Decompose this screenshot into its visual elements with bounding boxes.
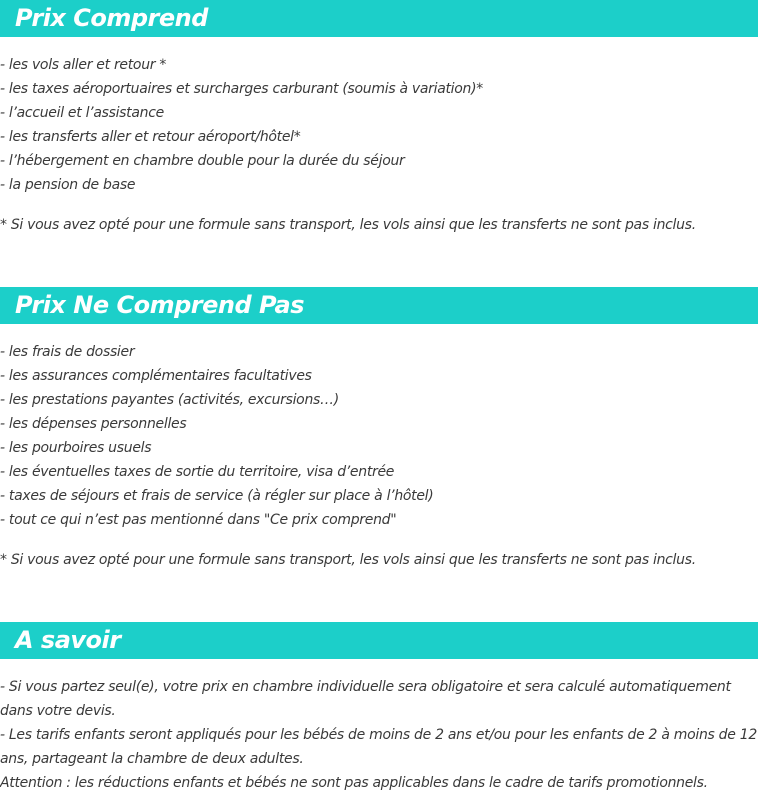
excluded-list xyxy=(0,340,433,532)
section-header-a-savoir xyxy=(0,622,758,659)
section-title: A savoir xyxy=(15,626,121,654)
list-item: - taxes de séjours et frais de service (à régler sur place à l’hôtel) xyxy=(0,488,434,504)
section-header-prix-comprend xyxy=(0,0,758,37)
footnote: * Si vous avez opté pour une formule sans transport, les vols ainsi que les transferts ne sont pas inclus. xyxy=(0,552,696,568)
list-item: - la pension de base xyxy=(0,177,136,193)
list-item: - les prestations payantes (activités, excursions…) xyxy=(0,392,339,408)
footnote: * Si vous avez opté pour une formule sans transport, les vols ainsi que les transferts ne sont pas inclus. xyxy=(0,217,696,233)
included-list xyxy=(0,53,483,197)
section-title: Prix Comprend xyxy=(15,4,208,32)
section-title: Prix Ne Comprend Pas xyxy=(15,291,305,319)
list-item: - les frais de dossier xyxy=(0,344,135,360)
info-paragraph: - Les tarifs enfants seront appliqués pour les bébés de moins de 2 ans et/ou pour les enfants de 2 à moins de 12 ans, partageant la chambre de deux adultes. xyxy=(0,727,757,767)
list-item: - les vols aller et retour * xyxy=(0,57,167,73)
list-item: - l’accueil et l’assistance xyxy=(0,105,164,121)
list-item: - les dépenses personnelles xyxy=(0,416,187,432)
info-paragraph: Attention : les réductions enfants et bébés ne sont pas applicables dans le cadre de tarifs promotionnels. xyxy=(0,775,708,791)
list-item: - les éventuelles taxes de sortie du territoire, visa d’entrée xyxy=(0,464,395,480)
info-paragraph: - Si vous partez seul(e), votre prix en chambre individuelle sera obligatoire et sera calculé automatiquement dans votre devis. xyxy=(0,679,731,719)
list-item: - les assurances complémentaires facultatives xyxy=(0,368,312,384)
list-item: - les taxes aéroportuaires et surcharges carburant (soumis à variation)* xyxy=(0,81,483,97)
section-header-prix-ne-comprend-pas xyxy=(0,287,758,324)
list-item: - les transferts aller et retour aéroport/hôtel* xyxy=(0,129,301,145)
list-item: - les pourboires usuels xyxy=(0,440,152,456)
list-item: - tout ce qui n’est pas mentionné dans "Ce prix comprend" xyxy=(0,512,397,528)
list-item: - l’hébergement en chambre double pour la durée du séjour xyxy=(0,153,405,169)
